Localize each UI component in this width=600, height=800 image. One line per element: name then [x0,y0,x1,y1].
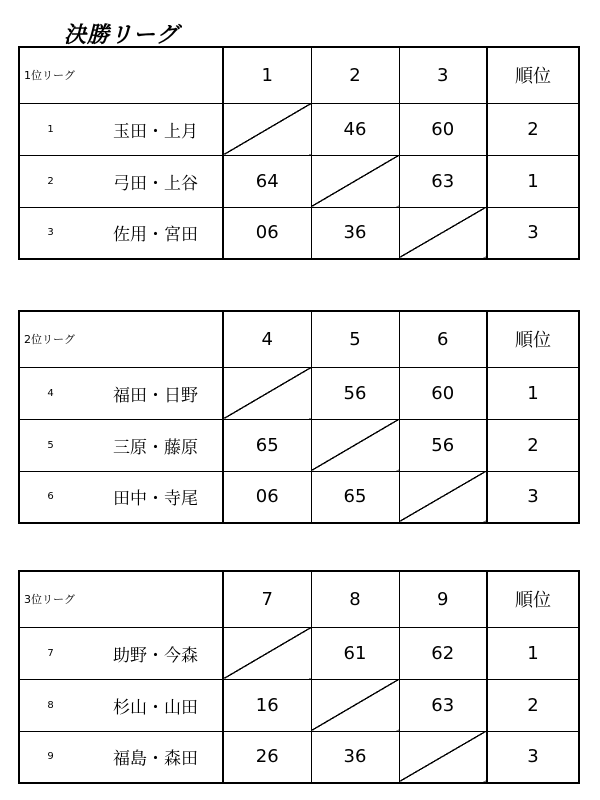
column-header: 8 [311,571,399,627]
league-label: 2位リーグ [19,311,223,367]
player-number: 8 [19,679,81,731]
player-number: 4 [19,367,81,419]
league-table-3 [18,570,580,784]
rank-header: 順位 [487,571,579,627]
column-header: 9 [399,571,487,627]
player-name: 福田・日野 [81,367,223,419]
rank-cell: 3 [487,731,579,783]
diagonal-cell [399,471,487,523]
score-cell: 56 [399,419,487,471]
column-header: 2 [311,47,399,103]
rank-cell: 2 [487,103,579,155]
player-name: 玉田・上月 [81,103,223,155]
rank-cell: 2 [487,679,579,731]
league-header-row [19,571,579,627]
player-name: 弓田・上谷 [81,155,223,207]
table-row [19,155,579,207]
diagonal-cell [399,207,487,259]
player-name: 田中・寺尾 [81,471,223,523]
score-cell: 63 [399,679,487,731]
player-number: 6 [19,471,81,523]
table-row [19,207,579,259]
score-cell: 62 [399,627,487,679]
score-cell: 65 [311,471,399,523]
column-header: 5 [311,311,399,367]
league-header-row [19,311,579,367]
table-row [19,731,579,783]
rank-cell: 1 [487,627,579,679]
column-header: 7 [223,571,311,627]
score-cell: 26 [223,731,311,783]
player-name: 杉山・山田 [81,679,223,731]
table-row [19,419,579,471]
score-cell: 65 [223,419,311,471]
diagonal-cell [223,103,311,155]
score-cell: 64 [223,155,311,207]
player-number: 2 [19,155,81,207]
rank-cell: 3 [487,207,579,259]
player-name: 佐用・宮田 [81,207,223,259]
score-cell: 06 [223,207,311,259]
diagonal-cell [311,419,399,471]
league-table-2 [18,310,580,524]
rank-cell: 2 [487,419,579,471]
column-header: 4 [223,311,311,367]
rank-header: 順位 [487,311,579,367]
score-cell: 36 [311,207,399,259]
player-number: 3 [19,207,81,259]
column-header: 3 [399,47,487,103]
diagonal-cell [223,627,311,679]
page-title: 決勝リーグ [64,23,180,48]
rank-header: 順位 [487,47,579,103]
player-name: 福島・森田 [81,731,223,783]
player-number: 1 [19,103,81,155]
score-cell: 46 [311,103,399,155]
column-header: 1 [223,47,311,103]
score-cell: 36 [311,731,399,783]
diagonal-cell [311,155,399,207]
table-row [19,471,579,523]
rank-cell: 1 [487,155,579,207]
player-name: 三原・藤原 [81,419,223,471]
league-table-1 [18,46,580,260]
diagonal-cell [399,731,487,783]
table-row [19,103,579,155]
column-header: 6 [399,311,487,367]
diagonal-cell [311,679,399,731]
table-row [19,367,579,419]
table-row [19,679,579,731]
table-row [19,627,579,679]
league-header-row [19,47,579,103]
diagonal-cell [223,367,311,419]
player-name: 助野・今森 [81,627,223,679]
score-cell: 60 [399,103,487,155]
score-cell: 06 [223,471,311,523]
score-cell: 63 [399,155,487,207]
rank-cell: 1 [487,367,579,419]
league-label: 3位リーグ [19,571,223,627]
league-label: 1位リーグ [19,47,223,103]
player-number: 9 [19,731,81,783]
score-cell: 16 [223,679,311,731]
score-cell: 60 [399,367,487,419]
player-number: 7 [19,627,81,679]
player-number: 5 [19,419,81,471]
score-cell: 61 [311,627,399,679]
rank-cell: 3 [487,471,579,523]
score-cell: 56 [311,367,399,419]
